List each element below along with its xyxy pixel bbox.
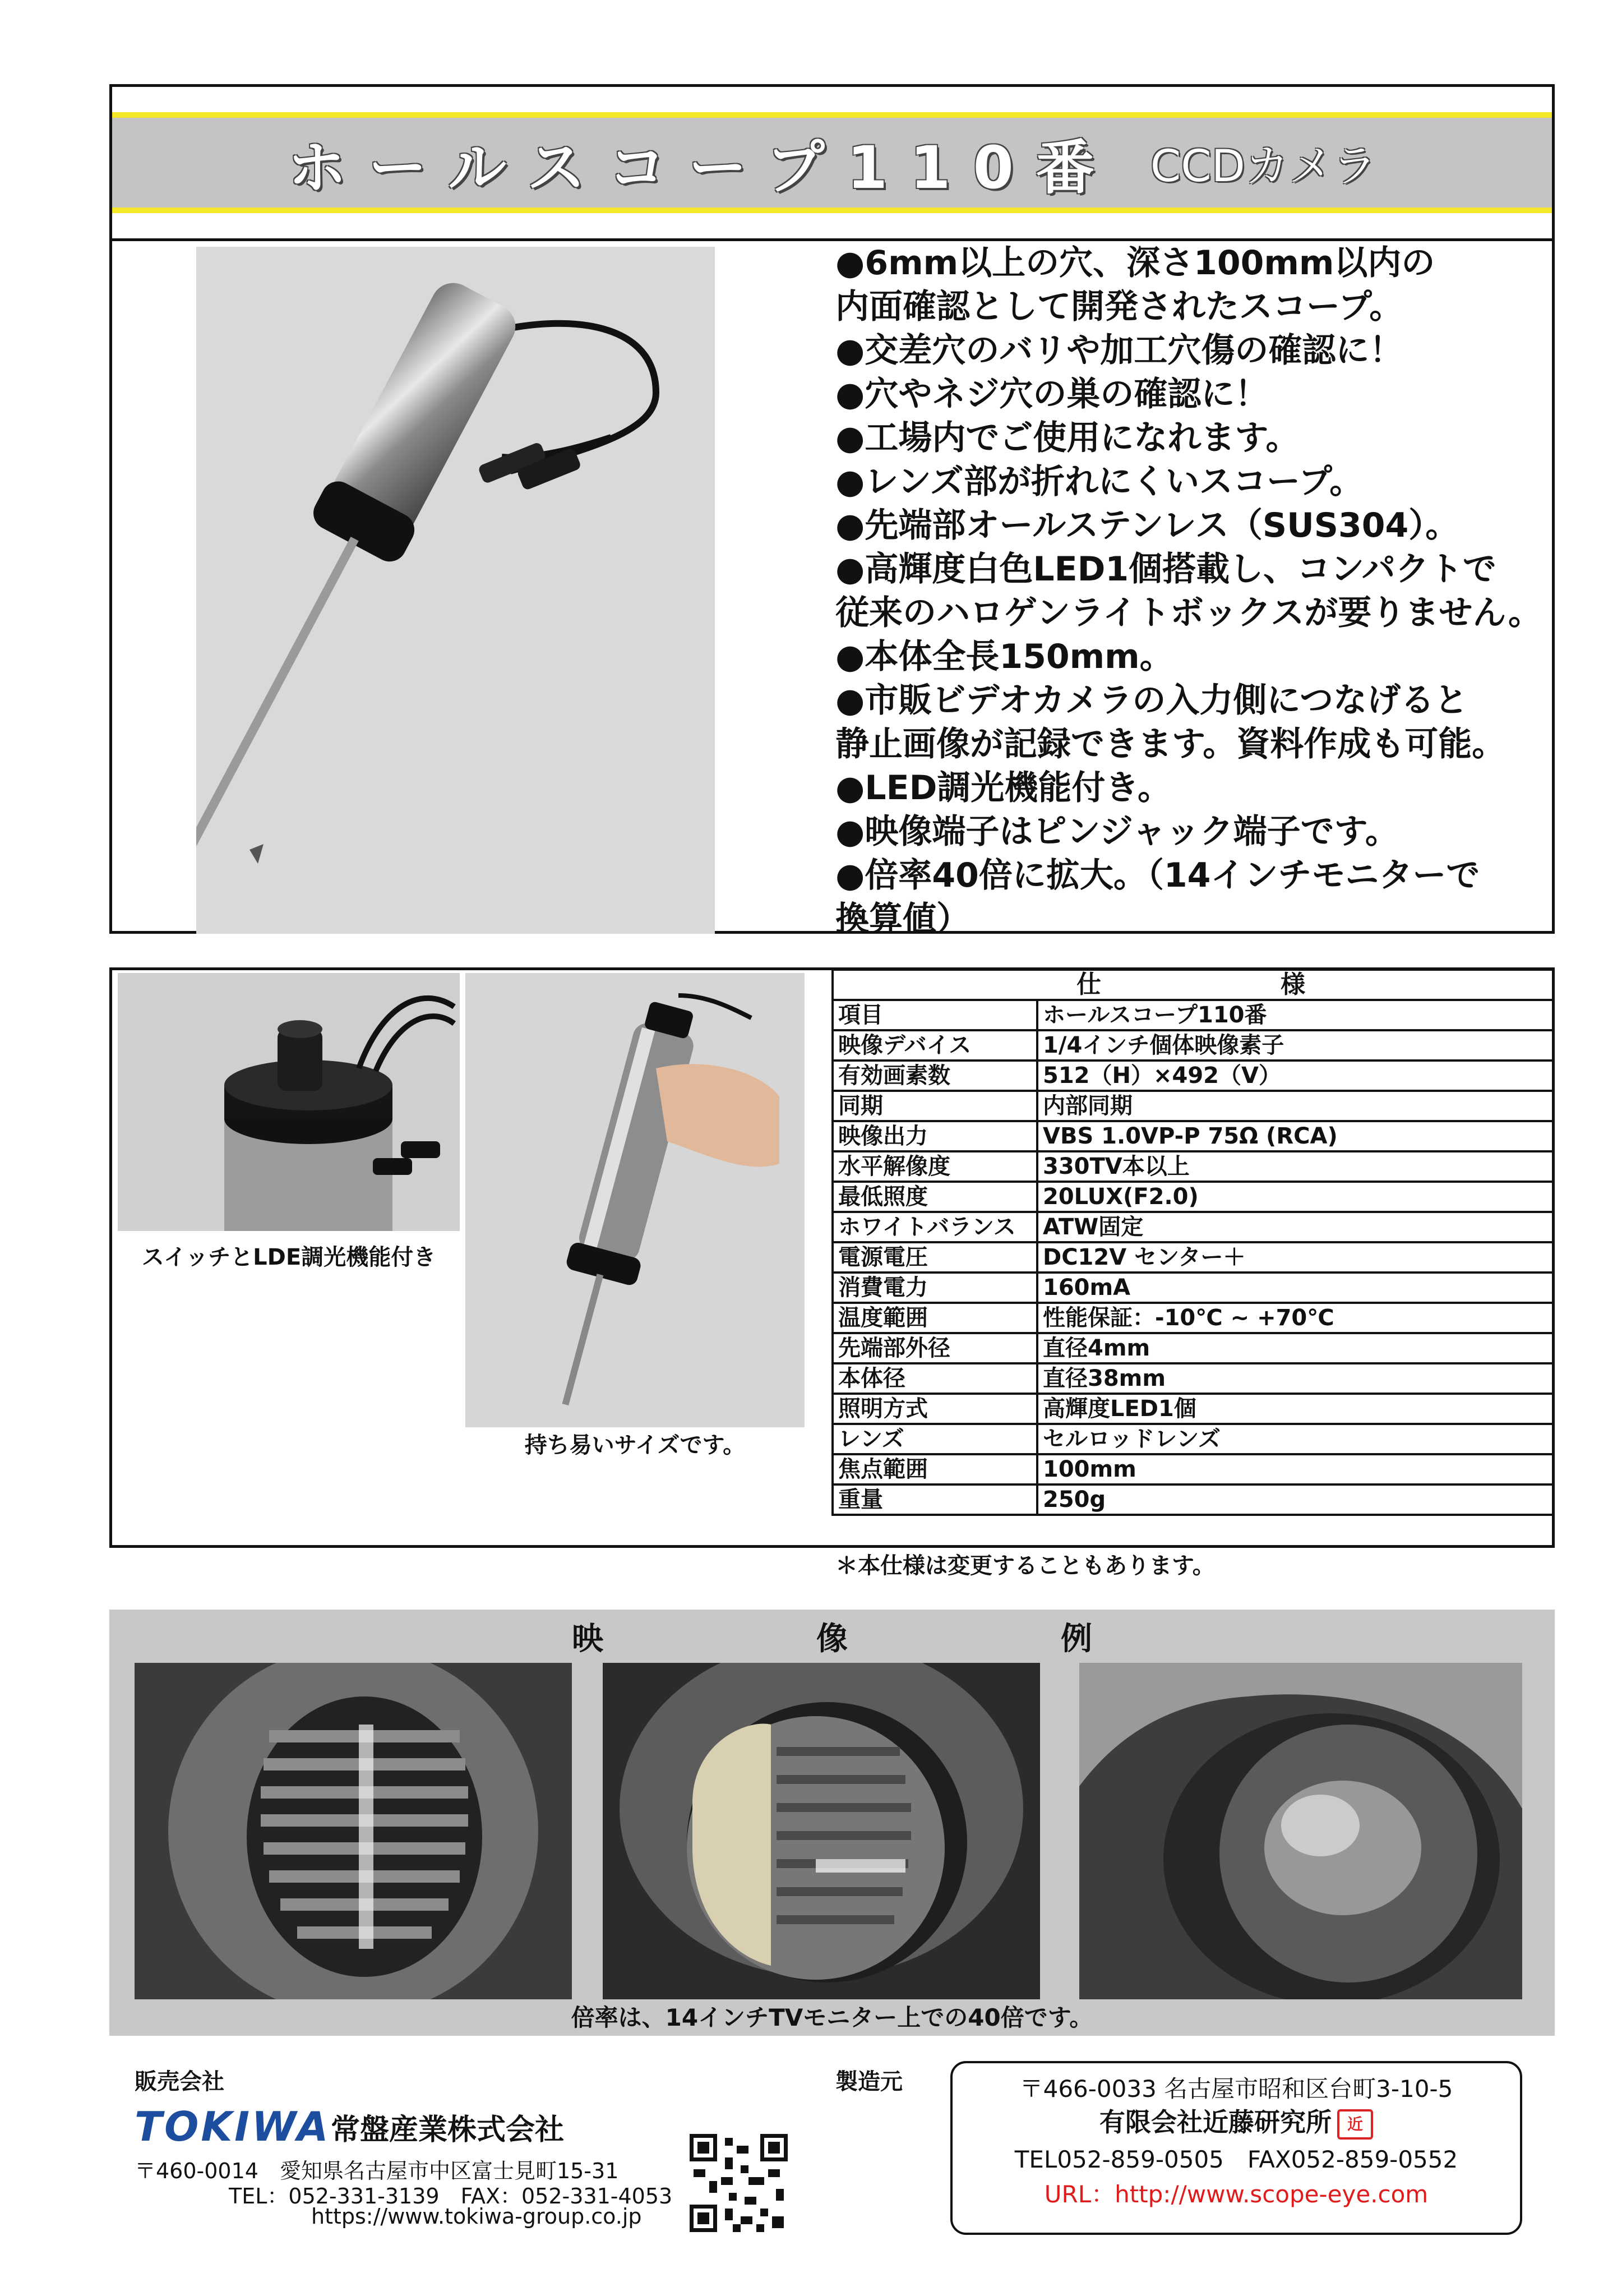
feature-line: ●先端部オールステンレス（SUS304）。 [835, 506, 1459, 545]
table-row [833, 1061, 1554, 1091]
spec-header: 仕様 [833, 970, 1554, 1000]
spec-value: 高輝度LED1個 [1037, 1394, 1554, 1424]
feature-line: ●映像端子はピンジャック端子です。 [835, 812, 1399, 851]
spec-label: 先端部外径 [833, 1333, 1037, 1363]
table-row [833, 1273, 1554, 1303]
example-image-3 [1079, 1663, 1522, 1999]
spec-label: 映像出力 [833, 1121, 1037, 1151]
table-row [833, 1363, 1554, 1394]
maker-url-label: URL [1044, 2180, 1092, 2208]
maker-company-line [950, 2102, 1522, 2140]
table-row [833, 1303, 1554, 1333]
table-row [833, 1454, 1554, 1484]
spec-label: ホワイトバランス [833, 1212, 1037, 1242]
spec-label: 温度範囲 [833, 1303, 1037, 1333]
feature-line: ●6mm以上の穴、深さ100mm以内の [835, 243, 1435, 283]
title-sub: CCDカメラ [1150, 141, 1376, 192]
spec-label: 水平解像度 [833, 1151, 1037, 1182]
feature-line: ●本体全長150mm。 [835, 637, 1173, 676]
feature-line: ●高輝度白色LED1個搭載し、コンパクトで [835, 550, 1496, 589]
spec-label: 映像デバイス [833, 1030, 1037, 1061]
maker-label: 製造元 [835, 2069, 903, 2095]
examples-caption: 倍率は、14インチTVモニター上での40倍です。 [571, 2004, 1093, 2031]
table-row [833, 1151, 1554, 1182]
table-row [833, 1000, 1554, 1030]
seller-telfax: TEL：052-331-3139 FAX：052-331-4053 [229, 2184, 673, 2209]
spec-label: 同期 [833, 1091, 1037, 1121]
spec-table [831, 969, 1555, 1516]
spec-value: VBS 1.0VP-P 75Ω (RCA) [1037, 1121, 1554, 1151]
switch-illustration [118, 973, 460, 1231]
seller-label: 販売会社 [135, 2069, 224, 2095]
example-image-1 [135, 1663, 572, 1999]
spec-value: 性能保証：-10℃ ~ +70℃ [1037, 1303, 1554, 1333]
feature-line: 内面確認として開発されたスコープ。 [835, 287, 1403, 326]
spec-value: ホールスコープ110番 [1037, 1000, 1554, 1030]
product-photo [196, 247, 715, 934]
spec-value: 160mA [1037, 1273, 1554, 1303]
table-row [833, 1394, 1554, 1424]
scope-illustration [196, 247, 715, 934]
switch-photo [118, 973, 460, 1231]
feature-line: ●交差穴のバリや加工穴傷の確認に！ [835, 331, 1403, 370]
spec-value: 1/4インチ個体映像素子 [1037, 1030, 1554, 1061]
table-row [833, 1030, 1554, 1061]
spec-label: 有効画素数 [833, 1061, 1037, 1091]
title-main: ホールスコープ110番 [288, 133, 1117, 202]
spec-value: 250g [1037, 1484, 1554, 1515]
spec-label: レンズ [833, 1424, 1037, 1454]
spec-label: 電源電圧 [833, 1242, 1037, 1273]
spec-value: 内部同期 [1037, 1091, 1554, 1121]
table-row [833, 1424, 1554, 1454]
spec-label: 本体径 [833, 1363, 1037, 1394]
hand-photo [465, 973, 805, 1427]
qr-code-icon[interactable] [690, 2134, 788, 2232]
table-row [833, 1333, 1554, 1363]
spec-label: 最低照度 [833, 1182, 1037, 1212]
maker-company: 有限会社近藤研究所 [1099, 2107, 1332, 2137]
table-row [833, 1484, 1554, 1515]
spec-label: 照明方式 [833, 1394, 1037, 1424]
seller-url[interactable]: https://www.tokiwa-group.co.jp [311, 2204, 642, 2229]
company-seal-icon: 近 [1337, 2109, 1373, 2140]
feature-line: ●レンズ部が折れにくいスコープ。 [835, 462, 1364, 501]
spec-value: 直径38mm [1037, 1363, 1554, 1394]
hand-caption: 持ち易いサイズです。 [524, 1432, 746, 1458]
maker-url[interactable]: ：http://www.scope-eye.com [1091, 2180, 1429, 2208]
maker-telfax: TEL052-859-0505 FAX052-859-0552 [1014, 2146, 1458, 2173]
tokiwa-logo: TOKIWA [135, 2103, 331, 2150]
spec-note: ＊本仕様は変更することもあります。 [835, 1553, 1215, 1579]
feature-line: ●LED調光機能付き。 [835, 768, 1171, 808]
seller-address: 〒460-0014 愛知県名古屋市中区富士見町15-31 [135, 2159, 619, 2183]
feature-line: 静止画像が記録できます。資料作成も可能。 [835, 725, 1506, 764]
switch-caption: スイッチとLDE調光機能付き [141, 1244, 436, 1270]
spec-value: 330TV本以上 [1037, 1151, 1554, 1182]
title [112, 118, 1552, 208]
maker-address: 〒466-0033 名古屋市昭和区台町3-10-5 [1019, 2075, 1453, 2103]
feature-line: ●市販ビデオカメラの入力側につなげると [835, 681, 1468, 720]
spec-value: DC12V センター＋ [1037, 1242, 1554, 1273]
spec-value: 512（H）×492（V） [1037, 1061, 1554, 1091]
maker-url-line[interactable] [950, 2176, 1522, 2210]
spec-label: 焦点範囲 [833, 1454, 1037, 1484]
spec-value: 100mm [1037, 1454, 1554, 1484]
spec-value: ATW固定 [1037, 1212, 1554, 1242]
feature-line: ●工場内でご使用になれます。 [835, 418, 1300, 458]
table-row [833, 1121, 1554, 1151]
spec-value: セルロッドレンズ [1037, 1424, 1554, 1454]
feature-list [835, 241, 1559, 941]
seller-company: 常盤産業株式会社 [331, 2113, 565, 2147]
spec-value: 20LUX(F2.0) [1037, 1182, 1554, 1212]
table-row [833, 1091, 1554, 1121]
spec-label: 項目 [833, 1000, 1037, 1030]
spec-label: 消費電力 [833, 1273, 1037, 1303]
table-row [833, 1182, 1554, 1212]
feature-line: 換算値） [835, 900, 970, 939]
table-row [833, 1242, 1554, 1273]
example-image-2 [603, 1663, 1040, 1999]
spec-value: 直径4mm [1037, 1333, 1554, 1363]
examples-title: 映像例 [572, 1621, 1305, 1657]
table-row [833, 1212, 1554, 1242]
hand-illustration [465, 973, 805, 1427]
feature-line: 従来のハロゲンライトボックスが要りません。 [835, 593, 1542, 633]
feature-line: ●穴やネジ穴の巣の確認に！ [835, 375, 1269, 414]
spec-label: 重量 [833, 1484, 1037, 1515]
feature-line: ●倍率40倍に拡大。（14インチモニターで [835, 856, 1480, 895]
